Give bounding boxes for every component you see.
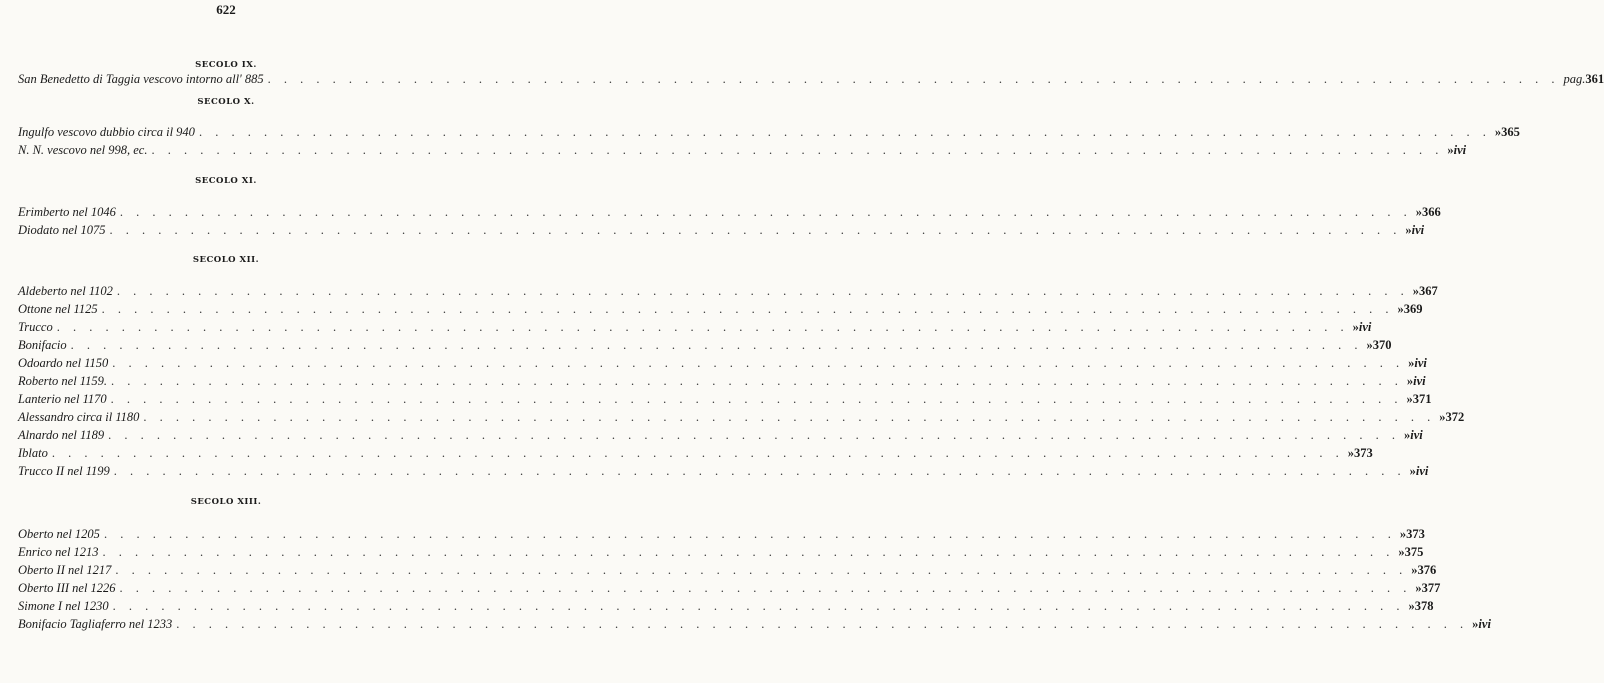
entry-title: Bonifacio bbox=[18, 338, 67, 352]
entry-separator: » bbox=[1415, 205, 1423, 219]
entry-title: Lanterio nel 1170 bbox=[18, 392, 107, 406]
leader-dots: . . . . . . . . . . . . . . . . . . . . . . . . . . . . . . . . . . . . . . . . . . . . . . . . . . . . . . . . . . . . . . . . . . . . . . . . . . . . . . . . bbox=[198, 125, 1491, 139]
entry-title: Trucco II nel 1199 bbox=[18, 464, 110, 478]
entry-page: ivi bbox=[1413, 374, 1426, 388]
toc-entry bbox=[18, 205, 1441, 221]
leader-dots: . . . . . . . . . . . . . . . . . . . . . . . . . . . . . . . . . . . . . . . . . . . . . . . . . . . . . . . . . . . . . . . . . . . . . . . . . . . . . . . . bbox=[143, 410, 1436, 424]
toc-entry bbox=[18, 563, 1437, 579]
toc-entry bbox=[18, 374, 1426, 390]
entry-title: Trucco bbox=[18, 320, 53, 334]
entry-separator: » bbox=[1406, 392, 1413, 406]
entry-title: Oberto II nel 1217 bbox=[18, 563, 112, 577]
leader-dots: . . . . . . . . . . . . . . . . . . . . . . . . . . . . . . . . . . . . . . . . . . . . . . . . . . . . . . . . . . . . . . . . . . . . . . . . . . . . . . . . bbox=[112, 356, 1405, 370]
entry-page: 372 bbox=[1445, 410, 1465, 424]
entry-separator: » bbox=[1405, 223, 1412, 237]
entry-separator: » bbox=[1412, 284, 1420, 298]
entry-separator: » bbox=[1397, 302, 1404, 316]
entry-page: 370 bbox=[1372, 338, 1392, 352]
leader-dots: . . . . . . . . . . . . . . . . . . . . . . . . . . . . . . . . . . . . . . . . . . . . . . . . . . . . . . . . . . . . . . . . . . . . . . . . . . . . . . . . bbox=[110, 392, 1403, 406]
entry-page: 366 bbox=[1422, 205, 1441, 219]
entry-separator: » bbox=[1403, 428, 1411, 442]
section-heading: SECOLO IX. bbox=[195, 60, 257, 70]
entry-title: Alnardo nel 1189 bbox=[18, 428, 105, 442]
entry-page: ivi bbox=[1453, 143, 1467, 157]
entry-title: Bonifacio Tagliaferro nel 1233 bbox=[18, 617, 173, 631]
toc-entry bbox=[18, 302, 1423, 318]
leader-dots: . . . . . . . . . . . . . . . . . . . . . . . . . . . . . . . . . . . . . . . . . . . . . . . . . . . . . . . . . . . . . . . . . . . . . . . . . . . . . . . . bbox=[119, 581, 1412, 595]
toc-entry bbox=[18, 599, 1434, 615]
entry-separator: » bbox=[1439, 410, 1446, 424]
entry-title: Diodato nel 1075 bbox=[18, 223, 106, 237]
leader-dots: . . . . . . . . . . . . . . . . . . . . . . . . . . . . . . . . . . . . . . . . . . . . . . . . . . . . . . . . . . . . . . . . . . . . . . . . . . . . . . . . bbox=[116, 284, 1409, 298]
section-heading: SECOLO XI. bbox=[195, 176, 257, 186]
entry-separator: » bbox=[1494, 125, 1502, 139]
leader-dots: . . . . . . . . . . . . . . . . . . . . . . . . . . . . . . . . . . . . . . . . . . . . . . . . . . . . . . . . . . . . . . . . . . . . . . . . . . . . . . . . bbox=[102, 545, 1395, 559]
leader-dots: . . . . . . . . . . . . . . . . . . . . . . . . . . . . . . . . . . . . . . . . . . . . . . . . . . . . . . . . . . . . . . . . . . . . . . . . . . . . . . . . bbox=[103, 527, 1396, 541]
section-heading: SECOLO XII. bbox=[192, 255, 260, 265]
entry-separator: » bbox=[1411, 563, 1418, 577]
entry-title: Ottone nel 1125 bbox=[18, 302, 98, 316]
entry-title: N. N. vescovo nel 998, ec. bbox=[18, 143, 148, 157]
entry-title: San Benedetto di Taggia vescovo intorno all' 885 bbox=[18, 72, 264, 86]
leader-dots: . . . . . . . . . . . . . . . . . . . . . . . . . . . . . . . . . . . . . . . . . . . . . . . . . . . . . . . . . . . . . . . . . . . . . . . . . . . . . . . . bbox=[119, 205, 1412, 219]
entry-separator: » bbox=[1352, 320, 1359, 334]
section-heading: SECOLO XIII. bbox=[190, 497, 262, 507]
entry-page: ivi bbox=[1414, 356, 1427, 370]
toc-entry bbox=[18, 320, 1372, 336]
entry-page: 369 bbox=[1403, 302, 1423, 316]
entry-page: 365 bbox=[1501, 125, 1520, 139]
entry-page: 377 bbox=[1421, 581, 1441, 595]
toc-entry bbox=[18, 223, 1425, 239]
toc-entry bbox=[18, 284, 1438, 300]
entry-separator: » bbox=[1366, 338, 1373, 352]
leader-dots: . . . . . . . . . . . . . . . . . . . . . . . . . . . . . . . . . . . . . . . . . . . . . . . . . . . . . . . . . . . . . . . . . . . . . . . . . . . . . . . . bbox=[115, 563, 1408, 577]
leader-dots: . . . . . . . . . . . . . . . . . . . . . . . . . . . . . . . . . . . . . . . . . . . . . . . . . . . . . . . . . . . . . . . . . . . . . . . . . . . . . . . . bbox=[51, 446, 1344, 460]
toc-entry bbox=[18, 446, 1373, 462]
entry-page: ivi bbox=[1411, 223, 1425, 237]
entry-page: 367 bbox=[1419, 284, 1438, 298]
entry-separator: pag. bbox=[1563, 72, 1586, 86]
entry-title: Oberto nel 1205 bbox=[18, 527, 100, 541]
entry-title: Oberto III nel 1226 bbox=[18, 581, 116, 595]
leader-dots: . . . . . . . . . . . . . . . . . . . . . . . . . . . . . . . . . . . . . . . . . . . . . . . . . . . . . . . . . . . . . . . . . . . . . . . . . . . . . . . . bbox=[108, 428, 1400, 442]
entry-title: Aldeberto nel 1102 bbox=[18, 284, 113, 298]
entry-page: 373 bbox=[1406, 527, 1425, 541]
entry-page: 371 bbox=[1412, 392, 1432, 406]
leader-dots: . . . . . . . . . . . . . . . . . . . . . . . . . . . . . . . . . . . . . . . . . . . . . . . . . . . . . . . . . . . . . . . . . . . . . . . . . . . . . . . . bbox=[176, 617, 1469, 631]
entry-separator: » bbox=[1447, 143, 1454, 157]
leader-dots: . . . . . . . . . . . . . . . . . . . . . . . . . . . . . . . . . . . . . . . . . . . . . . . . . . . . . . . . . . . . . . . . . . . . . . . . . . . . . . . . bbox=[111, 374, 1403, 388]
toc-entry bbox=[18, 428, 1423, 444]
entry-page: 375 bbox=[1404, 545, 1424, 559]
toc-entry bbox=[18, 410, 1465, 426]
leader-dots: . . . . . . . . . . . . . . . . . . . . . . . . . . . . . . . . . . . . . . . . . . . . . . . . . . . . . . . . . . . . . . . . . . . . . . . . . . . . . . . . bbox=[112, 599, 1405, 613]
entry-separator: » bbox=[1472, 617, 1479, 631]
entry-title: Roberto nel 1159. bbox=[18, 374, 107, 388]
toc-entry bbox=[18, 72, 1604, 88]
toc-entry bbox=[18, 143, 1467, 159]
entry-title: Iblato bbox=[18, 446, 48, 460]
leader-dots: . . . . . . . . . . . . . . . . . . . . . . . . . . . . . . . . . . . . . . . . . . . . . . . . . . . . . . . . . . . . . . . . . . . . . . . . . . . . . . . . bbox=[113, 464, 1406, 478]
toc-entry bbox=[18, 617, 1491, 633]
entry-separator: » bbox=[1406, 374, 1414, 388]
leader-dots: . . . . . . . . . . . . . . . . . . . . . . . . . . . . . . . . . . . . . . . . . . . . . . . . . . . . . . . . . . . . . . . . . . . . . . . . . . . . . . . . bbox=[267, 72, 1560, 86]
entry-title: Alessandro circa il 1180 bbox=[18, 410, 140, 424]
entry-title: Erimberto nel 1046 bbox=[18, 205, 116, 219]
leader-dots: . . . . . . . . . . . . . . . . . . . . . . . . . . . . . . . . . . . . . . . . . . . . . . . . . . . . . . . . . . . . . . . . . . . . . . . . . . . . . . . . bbox=[56, 320, 1349, 334]
toc-entry bbox=[18, 464, 1429, 480]
entry-title: Ingulfo vescovo dubbio circa il 940 bbox=[18, 125, 195, 139]
toc-entry bbox=[18, 125, 1520, 141]
leader-dots: . . . . . . . . . . . . . . . . . . . . . . . . . . . . . . . . . . . . . . . . . . . . . . . . . . . . . . . . . . . . . . . . . . . . . . . . . . . . . . . . bbox=[151, 143, 1444, 157]
toc-entry bbox=[18, 392, 1432, 408]
entry-separator: » bbox=[1398, 545, 1405, 559]
entry-separator: » bbox=[1408, 356, 1415, 370]
entry-title: Simone I nel 1230 bbox=[18, 599, 109, 613]
entry-page: 378 bbox=[1414, 599, 1434, 613]
section-heading: SECOLO X. bbox=[197, 97, 255, 107]
entry-title: Enrico nel 1213 bbox=[18, 545, 99, 559]
entry-title: Odoardo nel 1150 bbox=[18, 356, 109, 370]
entry-page: ivi bbox=[1478, 617, 1491, 631]
entry-separator: » bbox=[1408, 599, 1415, 613]
toc-entry bbox=[18, 527, 1425, 543]
leader-dots: . . . . . . . . . . . . . . . . . . . . . . . . . . . . . . . . . . . . . . . . . . . . . . . . . . . . . . . . . . . . . . . . . . . . . . . . . . . . . . . . bbox=[101, 302, 1394, 316]
entry-separator: » bbox=[1399, 527, 1407, 541]
entry-page: 376 bbox=[1417, 563, 1437, 577]
toc-entry bbox=[18, 545, 1424, 561]
page-number: 622 bbox=[216, 2, 236, 17]
toc-entry bbox=[18, 356, 1427, 372]
entry-page: 361 bbox=[1585, 72, 1604, 86]
leader-dots: . . . . . . . . . . . . . . . . . . . . . . . . . . . . . . . . . . . . . . . . . . . . . . . . . . . . . . . . . . . . . . . . . . . . . . . . . . . . . . . . bbox=[109, 223, 1402, 237]
entry-page: ivi bbox=[1358, 320, 1372, 334]
entry-separator: » bbox=[1409, 464, 1416, 478]
leader-dots: . . . . . . . . . . . . . . . . . . . . . . . . . . . . . . . . . . . . . . . . . . . . . . . . . . . . . . . . . . . . . . . . . . . . . . . . . . . . . . . . bbox=[70, 338, 1363, 352]
entry-separator: » bbox=[1415, 581, 1422, 595]
entry-page: 373 bbox=[1353, 446, 1373, 460]
toc-entry bbox=[18, 581, 1441, 597]
entry-separator: » bbox=[1347, 446, 1354, 460]
entry-page: ivi bbox=[1410, 428, 1423, 442]
toc-entry bbox=[18, 338, 1392, 354]
entry-page: ivi bbox=[1415, 464, 1429, 478]
